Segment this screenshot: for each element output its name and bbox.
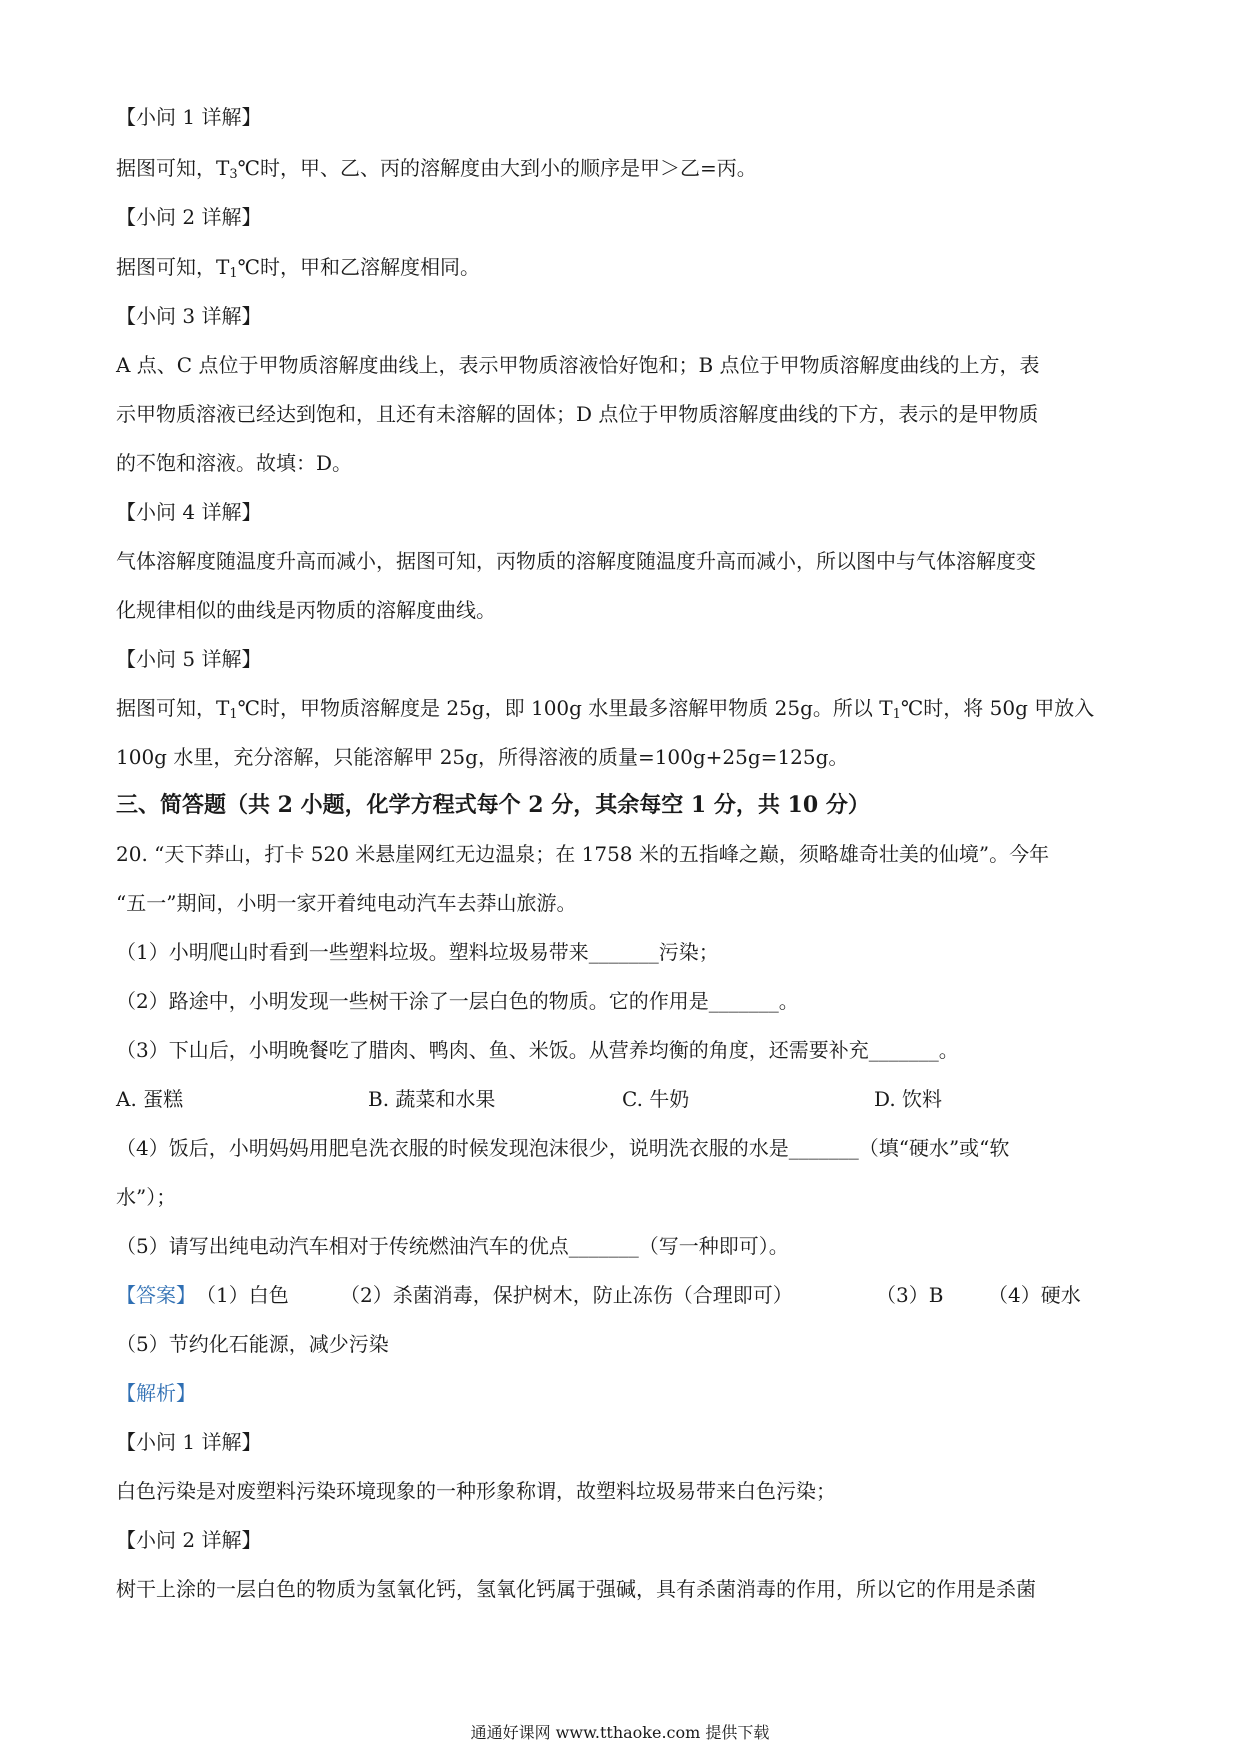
- analysis-q2-heading: 【小问 2 详解】: [116, 1528, 262, 1552]
- page-footer: 通通好课网 www.tthaoke.com 提供下载: [470, 1723, 770, 1742]
- answer-1: （1）白色: [196, 1283, 289, 1307]
- analysis-label: 【解析】: [116, 1381, 196, 1405]
- q5-text-line1: 据图可知，$T_1℃$时，甲物质溶解度是 25g，即 100g 水里最多溶解甲物质 25g。所以 $T_1℃$时，将 50g 甲放入: [116, 696, 1095, 722]
- q20-stem-line1: 20. “天下莽山，打卡 520 米悬崖网红无边温泉；在 1758 米的五指峰之巅，须略雄奇壮美的仙境”。今年: [116, 842, 1050, 866]
- q20-part4-line1: （4）饭后，小明妈妈用肥皂洗衣服的时候发现泡沫很少，说明洗衣服的水是_______（填“硬水”或“软: [116, 1136, 1010, 1160]
- q5-text-line2: 100g 水里，充分溶解，只能溶解甲 25g，所得溶液的质量=100g+25g=125g。: [116, 745, 849, 769]
- q3-text-line3: 的不饱和溶液。故填：D。: [116, 451, 353, 475]
- answer-label: 【答案】: [116, 1283, 196, 1307]
- option-c: C. 牛奶: [622, 1087, 690, 1111]
- q5-heading: 【小问 5 详解】: [116, 647, 262, 671]
- q20-stem-line2: “五一”期间，小明一家开着纯电动汽车去莽山旅游。: [116, 891, 577, 915]
- q4-text-line1: 气体溶解度随温度升高而减小，据图可知，丙物质的溶解度随温度升高而减小，所以图中与气体溶解度变: [116, 549, 1036, 573]
- q1-heading: 【小问 1 详解】: [116, 105, 262, 129]
- analysis-q1-heading: 【小问 1 详解】: [116, 1430, 262, 1454]
- q1-text: 据图可知，$T_3℃$时，甲、乙、丙的溶解度由大到小的顺序是甲＞乙=丙。: [116, 156, 757, 182]
- q2-text: 据图可知，$T_1℃$时，甲和乙溶解度相同。: [116, 255, 480, 281]
- analysis-q1-text: 白色污染是对废塑料污染环境现象的一种形象称谓，故塑料垃圾易带来白色污染；: [116, 1479, 836, 1503]
- q20-part1: （1）小明爬山时看到一些塑料垃圾。塑料垃圾易带来_______污染；: [116, 940, 719, 964]
- q3-heading: 【小问 3 详解】: [116, 304, 262, 328]
- option-d: D. 饮料: [874, 1087, 943, 1111]
- q4-heading: 【小问 4 详解】: [116, 500, 262, 524]
- answer-4: （4）硬水: [988, 1283, 1081, 1307]
- option-b: B. 蔬菜和水果: [368, 1087, 496, 1111]
- q20-part5: （5）请写出纯电动汽车相对于传统燃油汽车的优点_______（写一种即可）。: [116, 1234, 789, 1258]
- option-a: A. 蛋糕: [116, 1087, 184, 1111]
- q3-text-line2: 示甲物质溶液已经达到饱和，且还有未溶解的固体；D 点位于甲物质溶解度曲线的下方，表示的是甲物质: [116, 402, 1039, 426]
- q3-text-line1: A 点、C 点位于甲物质溶解度曲线上，表示甲物质溶液恰好饱和；B 点位于甲物质溶解度曲线的上方，表: [116, 353, 1040, 377]
- q20-part3: （3）下山后，小明晚餐吃了腊肉、鸭肉、鱼、米饭。从营养均衡的角度，还需要补充_______。: [116, 1038, 959, 1062]
- answer-5: （5）节约化石能源，减少污染: [116, 1332, 389, 1356]
- q20-part2: （2）路途中，小明发现一些树干涂了一层白色的物质。它的作用是_______。: [116, 989, 799, 1013]
- answer-3: （3）B: [876, 1283, 944, 1307]
- section-title: 三、简答题（共 2 小题，化学方程式每个 2 分，其余每空 1 分，共 10 分）: [116, 792, 870, 818]
- analysis-q2-text: 树干上涂的一层白色的物质为氢氧化钙，氢氧化钙属于强碱，具有杀菌消毒的作用，所以它的作用是杀菌: [116, 1577, 1036, 1601]
- q20-part4-line2: 水”）；: [116, 1185, 177, 1209]
- answer-2: （2）杀菌消毒，保护树木，防止冻伤（合理即可）: [340, 1283, 793, 1307]
- q2-heading: 【小问 2 详解】: [116, 205, 262, 229]
- q4-text-line2: 化规律相似的曲线是丙物质的溶解度曲线。: [116, 598, 496, 622]
